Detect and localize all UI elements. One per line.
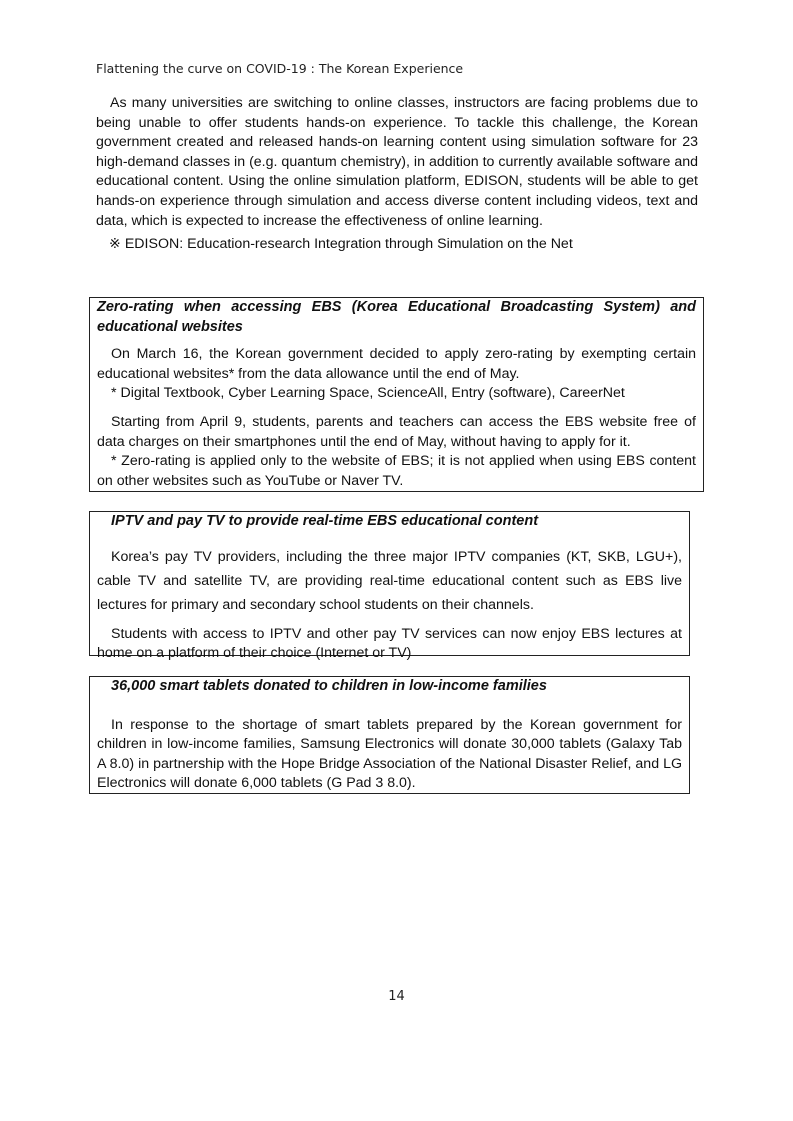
iptv-paragraph-1: Korea’s pay TV providers, including the three major IPTV companies (KT, SKB, LGU+), cable TV and satellite TV, are providing real-time educational content such as EBS live lectures for primary and secondary school students on their channels.: [97, 548, 682, 613]
running-header: Flattening the curve on COVID-19 : The Korean Experience: [96, 61, 464, 76]
zero-rating-box: [89, 297, 704, 492]
intro-paragraph: As many universities are switching to online classes, instructors are facing problems due to being unable to offer students hands-on experience. To tackle this challenge, the Korean government created and released hands-on learning content using simulation software for 23 high-demand classes in (e.g. quantum chemistry), in addition to currently available software and educational content. Using the online simulation platform, EDISON, students will be able to get hands-on experience through simulation and access diverse content including videos, text and data, which is expected to increase the effectiveness of online learning.: [96, 95, 698, 229]
page-number: 14: [388, 989, 405, 1004]
zero-rating-paragraph-1: On March 16, the Korean government decided to apply zero-rating by exempting certain educational websites* from the data allowance until the end of May.: [97, 346, 696, 382]
zero-rating-title: Zero-rating when accessing EBS (Korea Educational Broadcasting System) and educational websites: [97, 299, 696, 335]
iptv-title: IPTV and pay TV to provide real-time EBS educational content: [111, 513, 539, 529]
zero-rating-paragraph-2: Starting from April 9, students, parents and teachers can access the EBS website free of data charges on their smartphones until the end of May, without having to apply for it.: [97, 413, 696, 450]
iptv-paragraph-2: Students with access to IPTV and other pay TV services can now enjoy EBS lectures at home on a platform of their choice (Internet or TV): [97, 625, 682, 662]
tablets-paragraph: In response to the shortage of smart tablets prepared by the Korean government for children in low-income families, Samsung Electronics will donate 30,000 tablets (Galaxy Tab A 8.0) in partnership with the Hope Bridge Association of the National Disaster Relief, and LG Electronics will donate 6,000 tablets (G Pad 3 8.0).: [97, 716, 682, 792]
intro-section: [96, 94, 698, 255]
tablets-title: 36,000 smart tablets donated to children in low-income families: [111, 678, 547, 694]
zero-rating-footnote-1: * Digital Textbook, Cyber Learning Space, ScienceAll, Entry (software), CareerNet: [111, 385, 625, 402]
iptv-box: [89, 511, 690, 662]
zero-rating-footnote-2: * Zero-rating is applied only to the website of EBS; it is not applied when using EBS content on other websites such as YouTube or Naver TV.: [97, 453, 696, 489]
tablets-box: [89, 676, 690, 794]
edison-note: ※ EDISON: Education-research Integration through Simulation on the Net: [109, 236, 573, 253]
